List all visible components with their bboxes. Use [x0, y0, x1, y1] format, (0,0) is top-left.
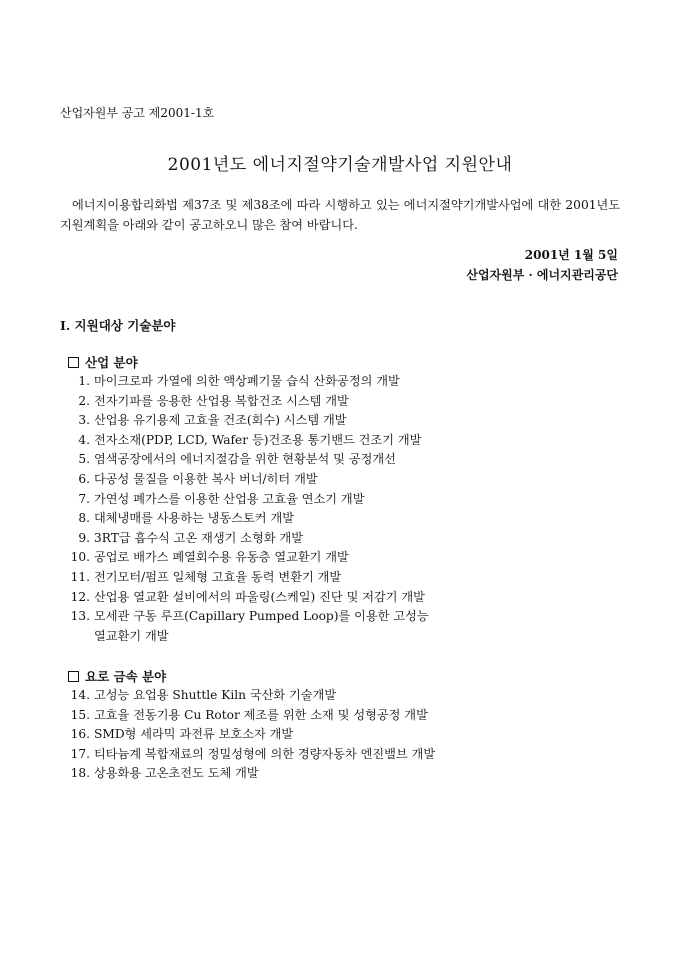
group-industry	[68, 352, 574, 646]
item-number: 17.	[70, 746, 90, 761]
item-text: 대체냉매를 사용하는 냉동스토커 개발	[94, 511, 294, 526]
item-number: 3.	[78, 413, 90, 428]
issuing-organization: 산업자원부 · 에너지관리공단	[466, 268, 618, 282]
item-text: 상용화용 고온초전도 도체 개발	[94, 766, 259, 781]
item-text: 고성능 요업용 Shuttle Kiln 국산화 기술개발	[94, 688, 337, 702]
item-text: 3RT급 흡수식 고온 재생기 소형화 개발	[94, 530, 304, 545]
list-item-continuation: 열교환기 개발	[94, 628, 169, 643]
square-bullet-icon	[68, 671, 79, 682]
list-item	[68, 686, 574, 706]
list-item	[68, 490, 574, 510]
list-item	[68, 411, 574, 431]
item-number: 14.	[70, 688, 90, 702]
item-number: 1.	[78, 374, 90, 388]
list-item	[68, 607, 574, 627]
item-text: 전기모터/펌프 일체형 고효율 동력 변환기 개발	[94, 569, 342, 584]
group-heading	[68, 666, 574, 686]
item-number: 5.	[78, 452, 90, 467]
square-bullet-icon	[68, 357, 79, 368]
item-text: 다공성 물질을 이용한 복사 버너/히터 개발	[94, 471, 318, 486]
item-text: 전자소재(PDP, LCD, Wafer 등)건조용 통기밴드 건조기 개발	[94, 432, 422, 447]
list-item	[68, 509, 574, 529]
item-text: SMD형 세라믹 과전류 보호소자 개발	[94, 727, 294, 742]
item-number: 15.	[70, 707, 90, 722]
item-text: 전자기파를 응용한 산업용 복합건조 시스템 개발	[94, 393, 349, 408]
announcement-date: 2001년 1월 5일	[524, 248, 618, 262]
item-number: 6.	[78, 471, 90, 486]
group-title: 요로 금속 분야	[85, 669, 167, 684]
list-item	[68, 450, 574, 470]
item-number: 16.	[70, 727, 90, 742]
item-list	[68, 686, 574, 784]
item-number: 12.	[70, 589, 90, 604]
list-item	[68, 588, 574, 608]
item-text: 마이크로파 가열에 의한 액상폐기물 습식 산화공정의 개발	[94, 374, 400, 388]
group-ceramics-metal	[68, 666, 574, 784]
list-item	[68, 372, 574, 392]
list-item	[68, 706, 574, 726]
item-text: 공업로 배가스 폐열회수용 유동층 열교환기 개발	[94, 550, 349, 565]
item-text: 고효율 전동기용 Cu Rotor 제조를 위한 소재 및 성형공정 개발	[94, 707, 428, 722]
item-number: 11.	[70, 569, 90, 584]
notice-number: 산업자원부 공고 제2001-1호	[60, 106, 215, 120]
item-list	[68, 372, 574, 646]
group-title: 산업 분야	[85, 355, 138, 370]
item-text: 티타늄계 복합재료의 정밀성형에 의한 경량자동차 엔진밸브 개발	[94, 746, 436, 761]
item-number: 4.	[78, 432, 90, 447]
item-number: 2.	[78, 393, 90, 408]
list-item	[68, 431, 574, 451]
item-text: 모세관 구동 루프(Capillary Pumped Loop)를 이용한 고성능	[94, 609, 429, 624]
list-item	[68, 470, 574, 490]
section-title: Ⅰ. 지원대상 기술분야	[60, 318, 176, 333]
intro-paragraph: 에너지이용합리화법 제37조 및 제38조에 따라 시행하고 있는 에너지절약기개발사업에 대한 2001년도 지원계획을 아래와 같이 공고하오니 많은 참여 바랍니다.	[60, 198, 620, 232]
list-item	[68, 529, 574, 549]
list-item	[68, 392, 574, 412]
item-text: 가연성 폐가스를 이용한 산업용 고효율 연소기 개발	[94, 491, 365, 506]
item-number: 10.	[70, 550, 90, 565]
list-item	[68, 548, 574, 568]
list-item	[68, 764, 574, 784]
item-number: 13.	[70, 609, 90, 624]
item-text: 염색공장에서의 에너지절감을 위한 현황분석 및 공정개선	[94, 452, 396, 467]
item-number: 18.	[70, 766, 90, 781]
list-item	[68, 745, 574, 765]
document-title: 2001년도 에너지절약기술개발사업 지원안내	[167, 155, 513, 175]
item-number: 7.	[78, 491, 90, 506]
item-text: 산업용 유기용제 고효율 건조(회수) 시스템 개발	[94, 413, 347, 428]
item-number: 8.	[78, 511, 90, 526]
group-heading	[68, 352, 574, 372]
list-item	[68, 568, 574, 588]
item-number: 9.	[78, 530, 90, 545]
list-item	[68, 725, 574, 745]
item-text: 산업용 열교환 설비에서의 파울링(스케일) 진단 및 저감기 개발	[94, 589, 425, 604]
